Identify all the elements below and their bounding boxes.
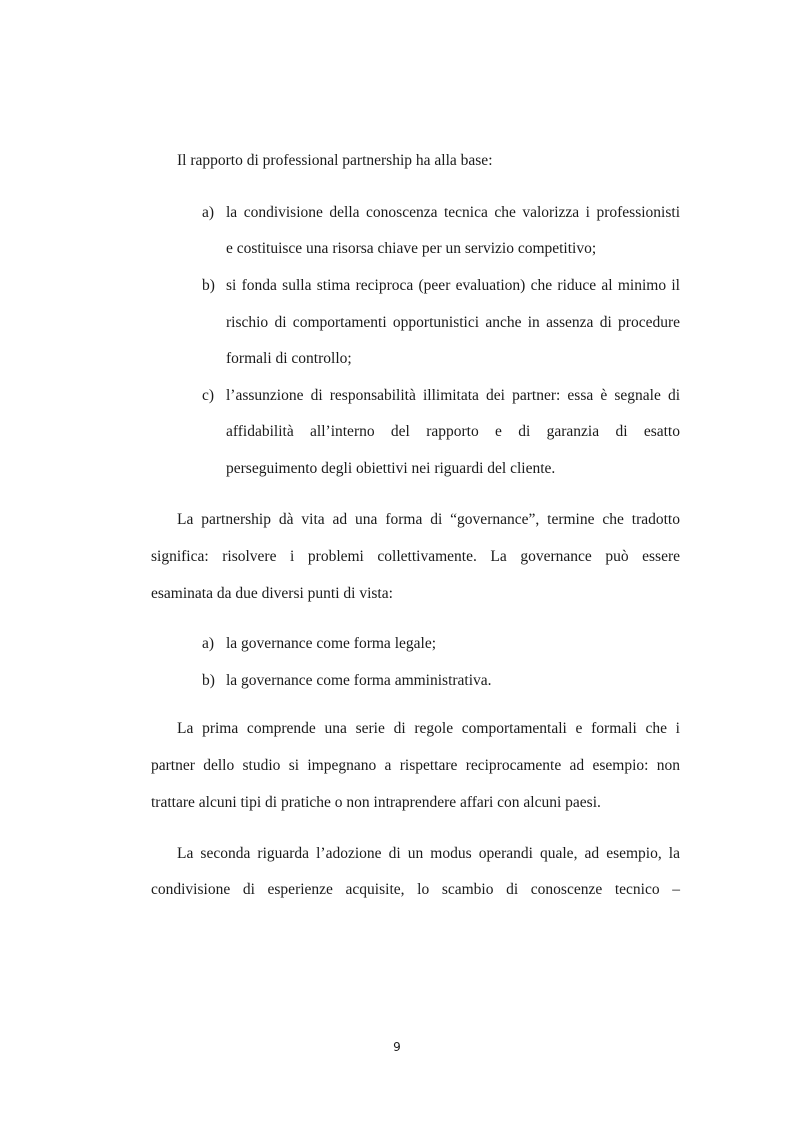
paragraph-line: esaminata da due diversi punti di vista: xyxy=(151,585,393,602)
list-item-line: e costituisce una risorsa chiave per un servizio competitivo; xyxy=(226,240,597,257)
list-item-line: formali di controllo; xyxy=(226,350,352,367)
list-marker: b) xyxy=(202,277,215,294)
list-item-line: la governance come forma amministrativa. xyxy=(226,672,492,689)
paragraph-line: La prima comprende una serie di regole comportamentali e formali che i xyxy=(177,720,680,737)
list-item-line: l’assunzione di responsabilità illimitata dei partner: essa è segnale di xyxy=(226,387,680,404)
list-item-line: la condivisione della conoscenza tecnica che valorizza i professionisti xyxy=(226,204,680,221)
list-item-line: si fonda sulla stima reciproca (peer evaluation) che riduce al minimo il xyxy=(226,277,680,294)
list-item-line: affidabilità all’interno del rapporto e di garanzia di esatto xyxy=(226,423,680,440)
paragraph-line: partner dello studio si impegnano a rispettare reciprocamente ad esempio: non xyxy=(151,757,680,774)
paragraph-line: significa: risolvere i problemi collettivamente. La governance può essere xyxy=(151,548,680,565)
list-marker: b) xyxy=(202,672,215,689)
paragraph-line: La seconda riguarda l’adozione di un modus operandi quale, ad esempio, la xyxy=(177,845,680,862)
list-marker: a) xyxy=(202,204,215,221)
paragraph-line: trattare alcuni tipi di pratiche o non intraprendere affari con alcuni paesi. xyxy=(151,794,601,811)
paragraph-line: condivisione di esperienze acquisite, lo scambio di conoscenze tecnico – xyxy=(151,881,680,898)
list-marker: c) xyxy=(202,387,215,404)
page-number: 9 xyxy=(393,1040,401,1054)
paragraph-line: La partnership dà vita ad una forma di “governance”, termine che tradotto xyxy=(177,511,680,528)
list-item-line: la governance come forma legale; xyxy=(226,635,436,652)
list-marker: a) xyxy=(202,635,215,652)
intro-paragraph: Il rapporto di professional partnership ha alla base: xyxy=(177,152,493,169)
list-item-line: rischio di comportamenti opportunistici anche in assenza di procedure xyxy=(226,314,680,331)
list-item-line: perseguimento degli obiettivi nei riguardi del cliente. xyxy=(226,460,556,477)
